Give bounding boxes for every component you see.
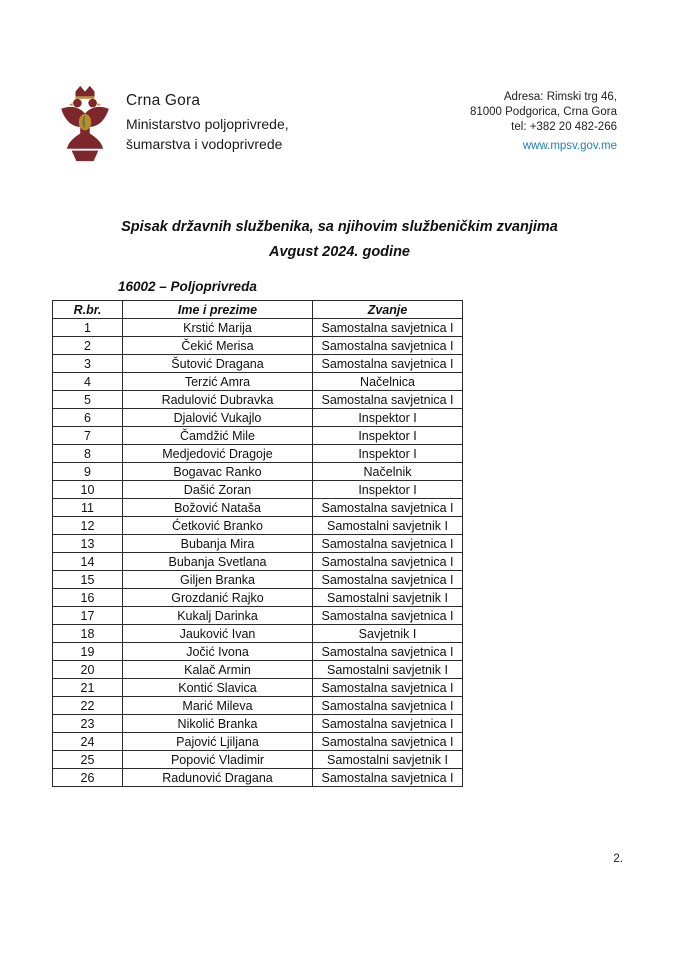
table-row bbox=[53, 427, 463, 445]
cell-title: Načelnik bbox=[313, 463, 463, 481]
cell-name: Božović Nataša bbox=[123, 499, 313, 517]
cell-title: Samostalni savjetnik I bbox=[313, 661, 463, 679]
cell-name: Bubanja Svetlana bbox=[123, 553, 313, 571]
org-ministry-line1: Ministarstvo poljoprivrede, bbox=[126, 116, 289, 132]
cell-name: Kalač Armin bbox=[123, 661, 313, 679]
table-row bbox=[53, 715, 463, 733]
ministry-name-block bbox=[126, 84, 289, 152]
cell-title: Inspektor I bbox=[313, 445, 463, 463]
contact-address-line1: Adresa: Rimski trg 46, bbox=[503, 91, 617, 103]
cell-title: Samostalna savjetnica I bbox=[313, 643, 463, 661]
contact-address-line2: 81000 Podgorica, Crna Gora bbox=[469, 106, 617, 118]
ministry-brand bbox=[58, 84, 289, 164]
cell-title: Samostalna savjetnica I bbox=[313, 391, 463, 409]
page-number: 2. bbox=[613, 853, 623, 865]
cell-row-number: 8 bbox=[53, 445, 123, 463]
table-row bbox=[53, 517, 463, 535]
roster-table-container bbox=[52, 300, 463, 787]
header-cell-rbr: R.br. bbox=[53, 301, 123, 319]
cell-title: Samostalna savjetnica I bbox=[313, 553, 463, 571]
cell-title: Samostalna savjetnica I bbox=[313, 679, 463, 697]
table-row bbox=[53, 553, 463, 571]
contact-phone: tel: +382 20 482-266 bbox=[511, 121, 617, 133]
cell-name: Terzić Amra bbox=[123, 373, 313, 391]
header-row bbox=[53, 301, 463, 319]
table-row bbox=[53, 625, 463, 643]
table-row bbox=[53, 337, 463, 355]
cell-row-number: 18 bbox=[53, 625, 123, 643]
cell-title: Samostalna savjetnica I bbox=[313, 769, 463, 787]
cell-row-number: 14 bbox=[53, 553, 123, 571]
document-title bbox=[0, 215, 679, 265]
cell-title: Savjetnik I bbox=[313, 625, 463, 643]
cell-title: Samostalna savjetnica I bbox=[313, 571, 463, 589]
cell-title: Samostalni savjetnik I bbox=[313, 589, 463, 607]
table-row bbox=[53, 697, 463, 715]
cell-name: Grozdanić Rajko bbox=[123, 589, 313, 607]
cell-row-number: 13 bbox=[53, 535, 123, 553]
cell-name: Medjedović Dragoje bbox=[123, 445, 313, 463]
cell-name: Čamdžić Mile bbox=[123, 427, 313, 445]
org-country: Crna Gora bbox=[126, 92, 201, 109]
table-row bbox=[53, 373, 463, 391]
coat-of-arms-icon bbox=[58, 84, 112, 164]
table-row bbox=[53, 535, 463, 553]
table-row bbox=[53, 607, 463, 625]
cell-name: Šutović Dragana bbox=[123, 355, 313, 373]
cell-row-number: 21 bbox=[53, 679, 123, 697]
cell-row-number: 17 bbox=[53, 607, 123, 625]
cell-title: Samostalna savjetnica I bbox=[313, 355, 463, 373]
title-line1: Spisak državnih službenika, sa njihovim službeničkim zvanjima bbox=[121, 219, 558, 235]
cell-name: Radulović Dubravka bbox=[123, 391, 313, 409]
cell-row-number: 2 bbox=[53, 337, 123, 355]
header-cell-name: Ime i prezime bbox=[123, 301, 313, 319]
table-row bbox=[53, 571, 463, 589]
cell-name: Jauković Ivan bbox=[123, 625, 313, 643]
header-cell-title: Zvanje bbox=[313, 301, 463, 319]
cell-name: Nikolić Branka bbox=[123, 715, 313, 733]
cell-title: Inspektor I bbox=[313, 409, 463, 427]
cell-name: Bubanja Mira bbox=[123, 535, 313, 553]
cell-row-number: 16 bbox=[53, 589, 123, 607]
table-row bbox=[53, 499, 463, 517]
table-row bbox=[53, 643, 463, 661]
cell-title: Inspektor I bbox=[313, 427, 463, 445]
cell-row-number: 26 bbox=[53, 769, 123, 787]
table-row bbox=[53, 481, 463, 499]
cell-title: Samostalna savjetnica I bbox=[313, 499, 463, 517]
table-row bbox=[53, 391, 463, 409]
contact-block bbox=[470, 90, 617, 154]
cell-row-number: 20 bbox=[53, 661, 123, 679]
cell-row-number: 12 bbox=[53, 517, 123, 535]
section-label: 16002 – Poljoprivreda bbox=[118, 279, 257, 294]
table-row bbox=[53, 409, 463, 427]
cell-name: Čekić Merisa bbox=[123, 337, 313, 355]
cell-name: Dašić Zoran bbox=[123, 481, 313, 499]
cell-row-number: 3 bbox=[53, 355, 123, 373]
cell-title: Inspektor I bbox=[313, 481, 463, 499]
table-row bbox=[53, 733, 463, 751]
table-row bbox=[53, 463, 463, 481]
table-row bbox=[53, 319, 463, 337]
cell-name: Ćetković Branko bbox=[123, 517, 313, 535]
cell-name: Bogavac Ranko bbox=[123, 463, 313, 481]
cell-name: Kukalj Darinka bbox=[123, 607, 313, 625]
cell-name: Jočić Ivona bbox=[123, 643, 313, 661]
cell-name: Marić Mileva bbox=[123, 697, 313, 715]
table-row bbox=[53, 679, 463, 697]
org-ministry-line2: šumarstva i vodoprivrede bbox=[126, 136, 283, 152]
cell-title: Samostalna savjetnica I bbox=[313, 535, 463, 553]
table-body bbox=[53, 319, 463, 787]
cell-row-number: 11 bbox=[53, 499, 123, 517]
title-line2: Avgust 2024. godine bbox=[268, 244, 410, 260]
cell-title: Samostalna savjetnica I bbox=[313, 733, 463, 751]
cell-row-number: 6 bbox=[53, 409, 123, 427]
cell-title: Samostalna savjetnica I bbox=[313, 607, 463, 625]
cell-row-number: 22 bbox=[53, 697, 123, 715]
cell-row-number: 1 bbox=[53, 319, 123, 337]
cell-title: Samostalna savjetnica I bbox=[313, 715, 463, 733]
table-row bbox=[53, 661, 463, 679]
cell-name: Radunović Dragana bbox=[123, 769, 313, 787]
website-link[interactable]: www.mpsv.gov.me bbox=[522, 140, 617, 152]
roster-table bbox=[52, 300, 463, 787]
cell-name: Giljen Branka bbox=[123, 571, 313, 589]
cell-row-number: 7 bbox=[53, 427, 123, 445]
cell-row-number: 19 bbox=[53, 643, 123, 661]
cell-title: Samostalna savjetnica I bbox=[313, 319, 463, 337]
table-header bbox=[53, 301, 463, 319]
cell-row-number: 4 bbox=[53, 373, 123, 391]
cell-title: Samostalna savjetnica I bbox=[313, 697, 463, 715]
cell-row-number: 10 bbox=[53, 481, 123, 499]
cell-title: Samostalni savjetnik I bbox=[313, 517, 463, 535]
cell-name: Kontić Slavica bbox=[123, 679, 313, 697]
cell-name: Krstić Marija bbox=[123, 319, 313, 337]
cell-row-number: 9 bbox=[53, 463, 123, 481]
cell-row-number: 23 bbox=[53, 715, 123, 733]
table-row bbox=[53, 445, 463, 463]
cell-row-number: 25 bbox=[53, 751, 123, 769]
table-row bbox=[53, 589, 463, 607]
cell-name: Popović Vladimir bbox=[123, 751, 313, 769]
cell-name: Pajović Ljiljana bbox=[123, 733, 313, 751]
table-row bbox=[53, 751, 463, 769]
cell-row-number: 5 bbox=[53, 391, 123, 409]
cell-title: Samostalna savjetnica I bbox=[313, 337, 463, 355]
cell-name: Djalović Vukajlo bbox=[123, 409, 313, 427]
cell-title: Samostalni savjetnik I bbox=[313, 751, 463, 769]
table-row bbox=[53, 769, 463, 787]
cell-row-number: 24 bbox=[53, 733, 123, 751]
cell-title: Načelnica bbox=[313, 373, 463, 391]
cell-row-number: 15 bbox=[53, 571, 123, 589]
table-row bbox=[53, 355, 463, 373]
